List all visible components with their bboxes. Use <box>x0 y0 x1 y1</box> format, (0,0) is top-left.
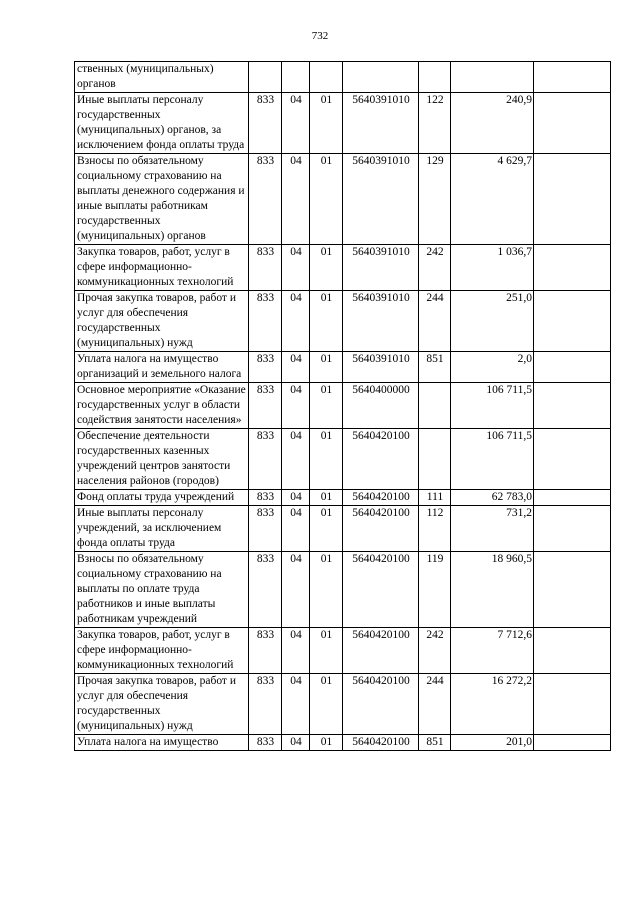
grbs-code-cell: 833 <box>249 291 282 352</box>
subsection-code-cell: 01 <box>310 552 343 628</box>
section-code-cell: 04 <box>282 552 310 628</box>
subsection-code-cell: 01 <box>310 245 343 291</box>
expense-type-cell: 851 <box>419 352 451 383</box>
subsection-code-cell: 01 <box>310 490 343 506</box>
expense-type-cell: 129 <box>419 154 451 245</box>
amount-cell: 251,0 <box>451 291 534 352</box>
subsection-code-cell: 01 <box>310 93 343 154</box>
expense-type-cell: 122 <box>419 93 451 154</box>
extra-amount-cell <box>534 245 611 291</box>
grbs-code-cell: 833 <box>249 506 282 552</box>
target-article-cell: 5640420100 <box>343 552 419 628</box>
grbs-code-cell: 833 <box>249 245 282 291</box>
amount-cell: 62 783,0 <box>451 490 534 506</box>
target-article-cell: 5640400000 <box>343 383 419 429</box>
amount-cell: 201,0 <box>451 735 534 751</box>
amount-cell: 4 629,7 <box>451 154 534 245</box>
section-code-cell: 04 <box>282 490 310 506</box>
subsection-code-cell: 01 <box>310 674 343 735</box>
extra-amount-cell <box>534 291 611 352</box>
table-row <box>75 154 611 245</box>
target-article-cell: 5640420100 <box>343 506 419 552</box>
grbs-code-cell: 833 <box>249 674 282 735</box>
grbs-code-cell: 833 <box>249 552 282 628</box>
expense-name-cell: Иные выплаты персоналу учреждений, за исключением фонда оплаты труда <box>75 506 249 552</box>
target-article-cell <box>343 62 419 93</box>
table-row <box>75 429 611 490</box>
extra-amount-cell <box>534 93 611 154</box>
grbs-code-cell: 833 <box>249 154 282 245</box>
grbs-code-cell: 833 <box>249 429 282 490</box>
extra-amount-cell <box>534 552 611 628</box>
extra-amount-cell <box>534 735 611 751</box>
table-row <box>75 552 611 628</box>
expense-type-cell: 119 <box>419 552 451 628</box>
table-row <box>75 291 611 352</box>
extra-amount-cell <box>534 62 611 93</box>
grbs-code-cell: 833 <box>249 735 282 751</box>
subsection-code-cell: 01 <box>310 291 343 352</box>
target-article-cell: 5640420100 <box>343 429 419 490</box>
subsection-code-cell: 01 <box>310 506 343 552</box>
extra-amount-cell <box>534 383 611 429</box>
grbs-code-cell: 833 <box>249 383 282 429</box>
table-row <box>75 628 611 674</box>
amount-cell: 106 711,5 <box>451 429 534 490</box>
section-code-cell <box>282 62 310 93</box>
amount-cell: 731,2 <box>451 506 534 552</box>
amount-cell: 240,9 <box>451 93 534 154</box>
section-code-cell: 04 <box>282 352 310 383</box>
expense-name-cell: Уплата налога на имущество <box>75 735 249 751</box>
expense-type-cell: 242 <box>419 628 451 674</box>
subsection-code-cell: 01 <box>310 352 343 383</box>
target-article-cell: 5640420100 <box>343 628 419 674</box>
section-code-cell: 04 <box>282 245 310 291</box>
amount-cell: 1 036,7 <box>451 245 534 291</box>
expense-name-cell: Закупка товаров, работ, услуг в сфере информационно-коммуникационных технологий <box>75 245 249 291</box>
extra-amount-cell <box>534 490 611 506</box>
subsection-code-cell: 01 <box>310 735 343 751</box>
expense-type-cell: 112 <box>419 506 451 552</box>
amount-cell: 106 711,5 <box>451 383 534 429</box>
extra-amount-cell <box>534 628 611 674</box>
target-article-cell: 5640391010 <box>343 352 419 383</box>
grbs-code-cell: 833 <box>249 628 282 674</box>
section-code-cell: 04 <box>282 154 310 245</box>
table-row <box>75 735 611 751</box>
expense-name-cell: Взносы по обязательному социальному страхованию на выплаты по оплате труда работников и иные выплаты работникам учреждений <box>75 552 249 628</box>
section-code-cell: 04 <box>282 506 310 552</box>
target-article-cell: 5640391010 <box>343 291 419 352</box>
expense-type-cell: 111 <box>419 490 451 506</box>
expense-type-cell: 851 <box>419 735 451 751</box>
grbs-code-cell: 833 <box>249 93 282 154</box>
section-code-cell: 04 <box>282 429 310 490</box>
amount-cell: 16 272,2 <box>451 674 534 735</box>
extra-amount-cell <box>534 429 611 490</box>
expense-name-cell: Иные выплаты персоналу государственных (муниципальных) органов, за исключением фонда оплаты труда <box>75 93 249 154</box>
target-article-cell: 5640391010 <box>343 93 419 154</box>
table-row <box>75 352 611 383</box>
expense-type-cell <box>419 383 451 429</box>
table-row <box>75 62 611 93</box>
table-row <box>75 245 611 291</box>
table-row <box>75 383 611 429</box>
expense-name-cell: Основное мероприятие «Оказание государственных услуг в области содействия занятости населения» <box>75 383 249 429</box>
target-article-cell: 5640391010 <box>343 245 419 291</box>
page-number: 732 <box>311 30 329 42</box>
expense-name-cell: Прочая закупка товаров, работ и услуг для обеспечения государственных (муниципальных) нужд <box>75 674 249 735</box>
extra-amount-cell <box>534 506 611 552</box>
subsection-code-cell: 01 <box>310 429 343 490</box>
section-code-cell: 04 <box>282 735 310 751</box>
target-article-cell: 5640391010 <box>343 154 419 245</box>
expense-name-cell: Закупка товаров, работ, услуг в сфере информационно-коммуникационных технологий <box>75 628 249 674</box>
section-code-cell: 04 <box>282 383 310 429</box>
budget-table <box>74 61 611 751</box>
expense-name-cell: Уплата налога на имущество организаций и земельного налога <box>75 352 249 383</box>
expense-type-cell: 244 <box>419 674 451 735</box>
expense-name-cell: ственных (муниципальных) органов <box>75 62 249 93</box>
amount-cell: 2,0 <box>451 352 534 383</box>
expense-type-cell <box>419 429 451 490</box>
section-code-cell: 04 <box>282 674 310 735</box>
section-code-cell: 04 <box>282 628 310 674</box>
expense-name-cell: Фонд оплаты труда учреждений <box>75 490 249 506</box>
subsection-code-cell: 01 <box>310 628 343 674</box>
table-body <box>75 62 611 751</box>
expense-name-cell: Прочая закупка товаров, работ и услуг для обеспечения государственных (муниципальных) нужд <box>75 291 249 352</box>
extra-amount-cell <box>534 352 611 383</box>
table-row <box>75 674 611 735</box>
section-code-cell: 04 <box>282 291 310 352</box>
extra-amount-cell <box>534 154 611 245</box>
extra-amount-cell <box>534 674 611 735</box>
subsection-code-cell <box>310 62 343 93</box>
grbs-code-cell: 833 <box>249 490 282 506</box>
target-article-cell: 5640420100 <box>343 490 419 506</box>
target-article-cell: 5640420100 <box>343 674 419 735</box>
target-article-cell: 5640420100 <box>343 735 419 751</box>
amount-cell <box>451 62 534 93</box>
section-code-cell: 04 <box>282 93 310 154</box>
grbs-code-cell <box>249 62 282 93</box>
expense-name-cell: Взносы по обязательному социальному страхованию на выплаты денежного содержания и иные выплаты работникам государственных (муниципальных) органов <box>75 154 249 245</box>
grbs-code-cell: 833 <box>249 352 282 383</box>
subsection-code-cell: 01 <box>310 154 343 245</box>
expense-type-cell <box>419 62 451 93</box>
expense-type-cell: 242 <box>419 245 451 291</box>
expense-name-cell: Обеспечение деятельности государственных казенных учреждений центров занятости населения районов (городов) <box>75 429 249 490</box>
amount-cell: 18 960,5 <box>451 552 534 628</box>
expense-type-cell: 244 <box>419 291 451 352</box>
table-row <box>75 490 611 506</box>
table-row <box>75 506 611 552</box>
table-row <box>75 93 611 154</box>
amount-cell: 7 712,6 <box>451 628 534 674</box>
subsection-code-cell: 01 <box>310 383 343 429</box>
